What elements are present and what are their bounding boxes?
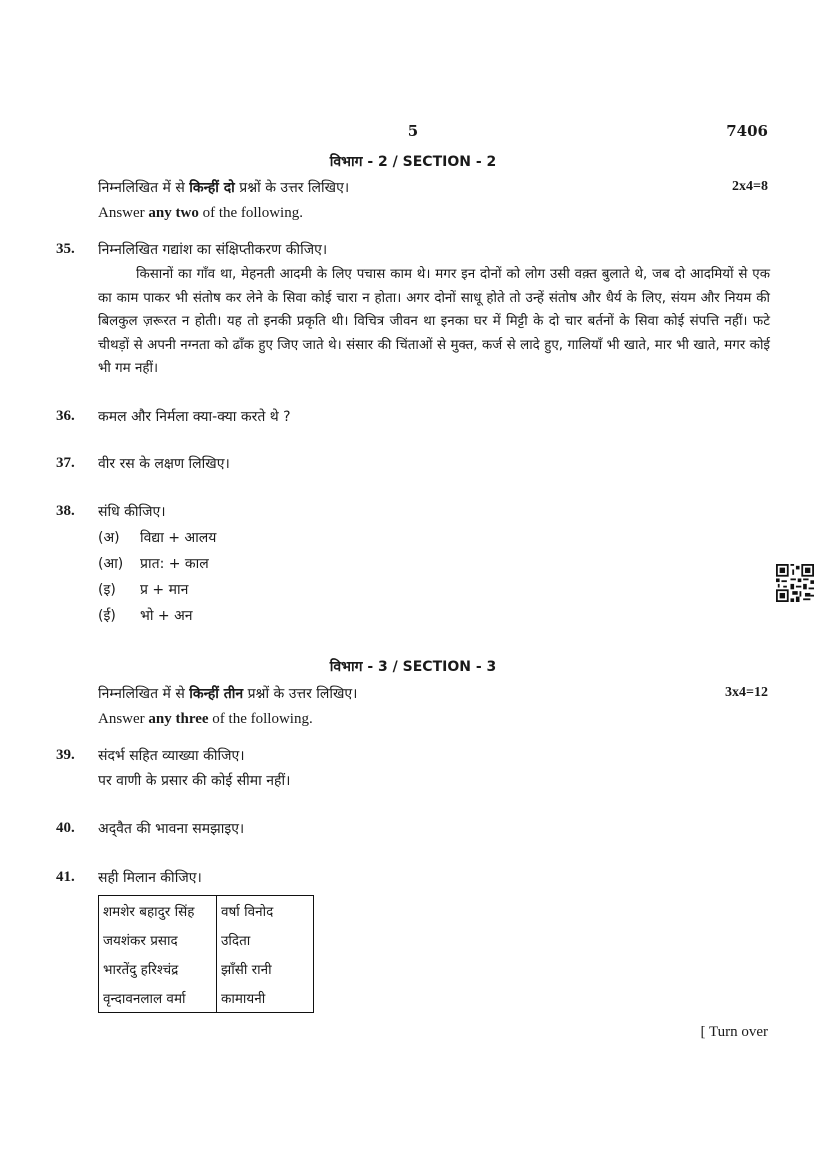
section-2-heading-text: विभाग - 2 / SECTION - 2 — [329, 154, 497, 170]
option-text: प्र + मान — [140, 582, 189, 598]
instruction-en-post: of the following. — [198, 205, 303, 221]
section-3-instruction-en — [98, 711, 313, 728]
q40-text: अद्‌वैत की भावना समझाइए। — [98, 821, 245, 837]
instruction-bold: किन्हीं दो — [189, 180, 235, 196]
section-2-instruction-en — [98, 205, 303, 222]
q37-number: 37. — [56, 455, 75, 471]
table-cell-right: झाँसी रानी — [217, 954, 314, 983]
section-2-instruction-hi — [98, 178, 349, 197]
q39-text: संदर्भ सहित व्याख्या कीजिए। — [98, 748, 245, 764]
instruction-pre: निम्नलिखित में से — [98, 180, 190, 196]
table-row — [99, 954, 314, 983]
option-label: (अ) — [98, 530, 120, 546]
q38-option-aa — [98, 554, 209, 573]
q41-number: 41. — [56, 869, 75, 885]
q39-quote: पर वाणी के प्रसार की कोई सीमा नहीं। — [98, 773, 291, 789]
option-label: (ई) — [98, 608, 116, 624]
section-3-instruction-hi — [98, 684, 357, 703]
q38-text: संधि कीजिए। — [98, 504, 166, 520]
option-text: प्रात: + काल — [140, 556, 209, 572]
table-cell-right: कामायनी — [217, 983, 314, 1013]
option-label: (इ) — [98, 582, 116, 598]
instruction-bold: किन्हीं तीन — [189, 686, 244, 702]
instruction-post: प्रश्नों के उत्तर लिखिए। — [234, 180, 350, 196]
q40-number: 40. — [56, 820, 75, 836]
instruction-en-post: of the following. — [208, 711, 313, 727]
instruction-en-bold: any three — [148, 711, 209, 727]
match-table — [98, 895, 314, 1013]
page-number: 5 — [407, 122, 419, 140]
table-cell-right: उदिता — [217, 925, 314, 954]
table-cell-left: शमशेर बहादुर सिंह — [99, 896, 217, 926]
paper-code: 7406 — [726, 122, 768, 140]
q38-option-ii — [98, 606, 193, 625]
q39-number: 39. — [56, 747, 75, 763]
q35-text: निम्नलिखित गद्यांश का संक्षिप्तीकरण कीजिए। — [98, 242, 328, 258]
instruction-en-bold: any two — [148, 205, 199, 221]
option-text: विद्या + आलय — [140, 530, 217, 546]
q35-passage — [98, 263, 770, 381]
option-text: भो + अन — [140, 608, 193, 624]
q38-option-i — [98, 580, 188, 599]
section-3-heading — [0, 657, 826, 676]
table-cell-left: जयशंकर प्रसाद — [99, 925, 217, 954]
q35-passage-text: किसानों का गाँव था, मेहनती आदमी के लिए पचास काम थे। मगर इन दोनों को लोग उसी वक़्त बुलाते थे, जब दो आदमियों से एक का काम पाकर भी संतोष कर लेने के सिवा कोई चारा न होता। अगर दोनों साधू होते तो उन्हें संतोष और धैर्य के लिए, संयम और नियम की बिलकुल ज़रूरत न होती। यह तो इनकी प्रकृति थी। विचित्र जीवन था इनका घर में मिट्टी के दो चार बर्तनों के सिवा कोई संपत्ति नहीं। फटे चीथड़ों से अपनी नग्नता को ढाँक हुए जिए जाते थे। संसार की चिंताओं से मुक्त, कर्ज से लादे हुए, गालियाँ भी खाते, मार भी खाते, मगर कोई भी गम नहीं। — [98, 267, 770, 376]
q41-text: सही मिलान कीजिए। — [98, 870, 202, 886]
table-cell-left: वृन्दावनलाल वर्मा — [99, 983, 217, 1013]
instruction-pre: निम्नलिखित में से — [98, 686, 190, 702]
instruction-en-pre: Answer — [98, 711, 149, 727]
q36-text: कमल और निर्मला क्या-क्या करते थे ? — [98, 409, 291, 425]
section-2-marks: 2x4=8 — [732, 179, 768, 194]
turn-over-note: [ Turn over — [700, 1024, 768, 1040]
q38-option-a — [98, 528, 216, 547]
q35-number: 35. — [56, 241, 75, 257]
q37-text: वीर रस के लक्षण लिखिए। — [98, 456, 230, 472]
option-label: (आ) — [98, 556, 124, 572]
section-3-marks: 3x4=12 — [725, 685, 768, 700]
q36-number: 36. — [56, 408, 75, 424]
table-cell-left: भारतेंदु हरिश्चंद्र — [99, 954, 217, 983]
qr-code-icon — [776, 564, 814, 602]
table-row — [99, 896, 314, 926]
table-cell-right: वर्षा विनोद — [217, 896, 314, 926]
table-row — [99, 983, 314, 1013]
table-row — [99, 925, 314, 954]
section-3-heading-text: विभाग - 3 / SECTION - 3 — [329, 659, 497, 675]
q38-number: 38. — [56, 503, 75, 519]
instruction-post: प्रश्नों के उत्तर लिखिए। — [243, 686, 358, 702]
instruction-en-pre: Answer — [98, 205, 149, 221]
section-2-heading — [0, 152, 826, 171]
